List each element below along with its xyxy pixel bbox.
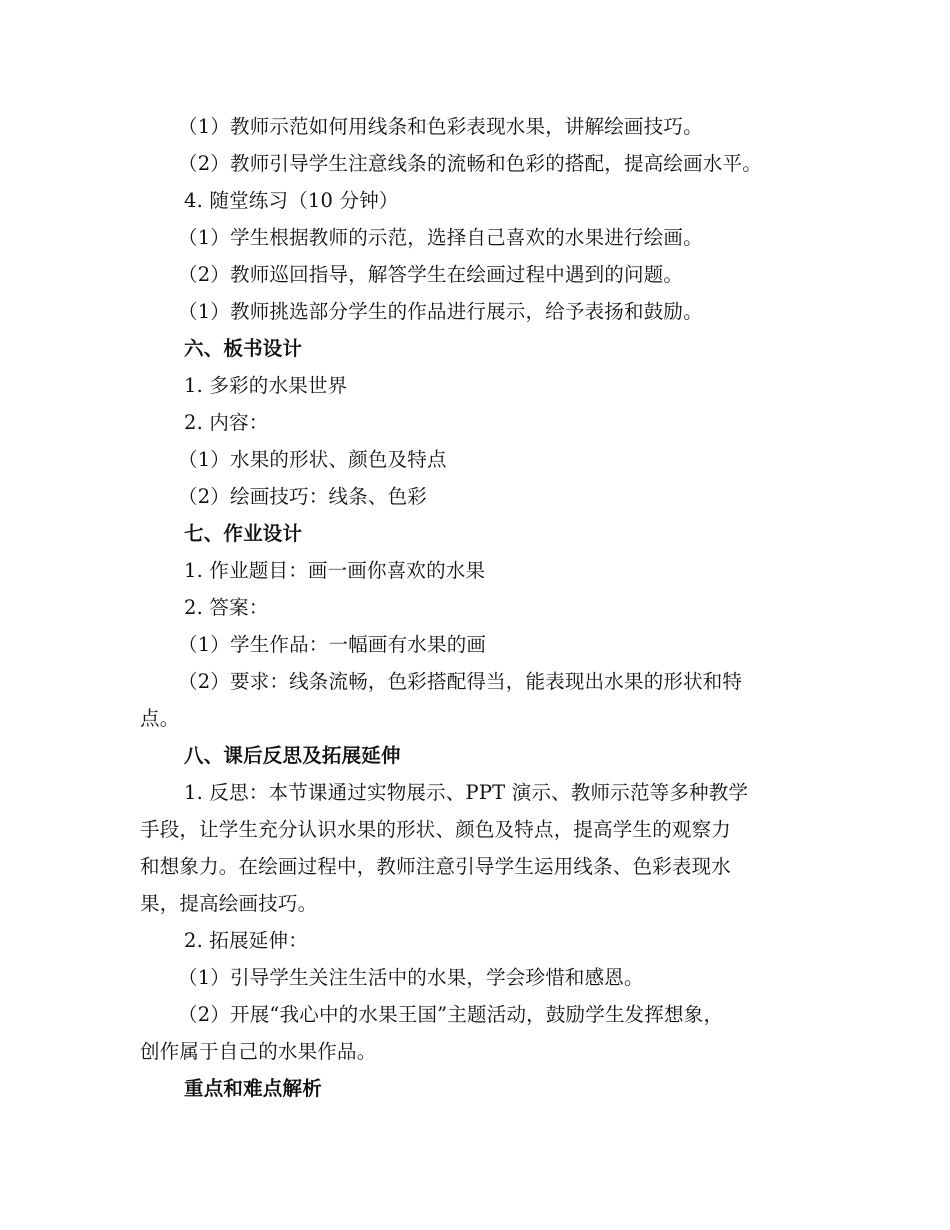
paragraph: （1）教师示范如何用线条和色彩表现水果，讲解绘画技巧。: [178, 115, 703, 138]
paragraph: （1）学生根据教师的示范，选择自己喜欢的水果进行绘画。: [178, 226, 703, 249]
paragraph: （1）教师挑选部分学生的作品进行展示，给予表扬和鼓励。: [178, 300, 703, 323]
section-heading: 六、板书设计: [184, 337, 303, 360]
paragraph: （2）教师引导学生注意线条的流畅和色彩的搭配，提高绘画水平。: [178, 152, 762, 175]
paragraph-continuation: 手段，让学生充分认识水果的形状、颜色及特点，提高学生的观察力: [140, 818, 732, 841]
list-item: 2. 内容：: [184, 411, 269, 434]
paragraph: 1. 反思：本节课通过实物展示、PPT 演示、教师示范等多种教学: [184, 781, 749, 804]
list-item: 2. 答案：: [184, 596, 269, 619]
paragraph: （1）水果的形状、颜色及特点: [178, 448, 447, 471]
paragraph-continuation: 果，提高绘画技巧。: [140, 892, 318, 915]
paragraph-continuation: 点。: [140, 707, 180, 730]
section-heading: 八、课后反思及拓展延伸: [184, 744, 401, 767]
paragraph: （2）开展“我心中的水果王国”主题活动，鼓励学生发挥想象，: [178, 1003, 724, 1026]
paragraph: （2）绘画技巧：线条、色彩: [178, 485, 428, 508]
list-item: 4. 随堂练习（10 分钟）: [184, 189, 399, 212]
paragraph: （1）学生作品：一幅画有水果的画: [178, 633, 487, 656]
list-item: 1. 多彩的水果世界: [184, 374, 348, 397]
paragraph-continuation: 和想象力。在绘画过程中，教师注意引导学生运用线条、色彩表现水: [140, 855, 732, 878]
list-item: 2. 拓展延伸：: [184, 929, 308, 952]
section-heading: 七、作业设计: [184, 522, 303, 545]
list-item: 1. 作业题目：画一画你喜欢的水果: [184, 559, 486, 582]
paragraph: （1）引导学生关注生活中的水果，学会珍惜和感恩。: [178, 966, 644, 989]
paragraph: （2）教师巡回指导，解答学生在绘画过程中遇到的问题。: [178, 263, 684, 286]
paragraph-continuation: 创作属于自己的水果作品。: [140, 1040, 377, 1063]
paragraph: （2）要求：线条流畅，色彩搭配得当，能表现出水果的形状和特: [178, 670, 743, 693]
section-heading: 重点和难点解析: [184, 1077, 322, 1100]
